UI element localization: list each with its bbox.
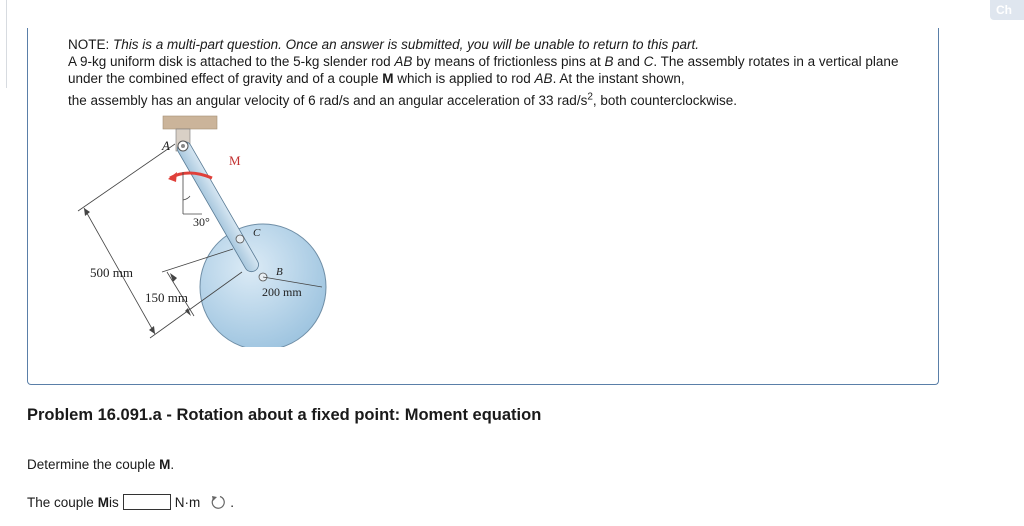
statement-text: A 9-kg uniform disk is attached to the 5-kg slender rod [68, 54, 395, 69]
statement-text: . At the instant shown, [552, 71, 685, 86]
pin-c [236, 235, 244, 243]
statement-text: . The assembly rotates in a vertical plane under the combined effect of gravity and of a couple [68, 54, 899, 86]
pin-c: C [643, 54, 654, 69]
label-500mm: 500 mm [90, 265, 133, 280]
note-prefix: NOTE: [68, 37, 114, 52]
answer-bold: M [97, 494, 110, 510]
couple-arrowhead [168, 172, 177, 182]
question-suffix: . [170, 457, 175, 472]
pin-a-center [181, 144, 185, 148]
label-c: C [253, 227, 261, 239]
label-200mm: 200 mm [262, 285, 302, 299]
ceiling-support [163, 116, 217, 129]
statement-text: by means of frictionless pins at [412, 54, 605, 69]
left-panel-edge [0, 0, 7, 88]
corner-button[interactable]: Ch [990, 0, 1024, 20]
answer-period: . [230, 494, 235, 510]
note-italic: This is a multi-part question. Once an answer is submitted, you will be unable to return to this part. [113, 37, 700, 52]
question-prefix: Determine the couple [27, 457, 160, 472]
angle-arc [183, 196, 190, 200]
dim-500-arrow [84, 208, 90, 216]
label-angle: 30° [193, 215, 210, 229]
answer-unit: N·m [174, 494, 201, 510]
note-text [68, 36, 928, 109]
answer-row [27, 494, 234, 510]
problem-title: Problem 16.091.a - Rotation about a fixed point: Moment equation [27, 406, 542, 424]
problem-statement-end [68, 92, 928, 109]
rod-ab: AB [394, 54, 413, 69]
statement-text: , both counterclockwise. [592, 93, 737, 108]
couple-m: M [382, 71, 394, 86]
problem-statement [68, 53, 928, 87]
label-150mm: 150 mm [145, 290, 188, 305]
answer-is: is [109, 494, 119, 510]
dim-500-ext1 [78, 144, 175, 211]
counterclockwise-icon[interactable] [210, 494, 226, 510]
answer-prefix: The couple [27, 494, 94, 510]
label-m: M [229, 153, 241, 168]
statement-text: which is applied to rod [393, 71, 535, 86]
dim-150-arrow [170, 273, 177, 282]
exponent: 2 [587, 91, 593, 103]
question-bold: M [159, 457, 171, 472]
mechanism-figure [70, 112, 340, 347]
statement-text: and [613, 54, 644, 69]
dim-500-arrow [149, 326, 155, 334]
pin-b: B [604, 54, 614, 69]
label-b: B [276, 266, 283, 278]
note-line [68, 36, 928, 53]
label-a: A [162, 138, 170, 153]
statement-text: the assembly has an angular velocity of 6 rad/s and an angular acceleration of 33 rad/s [68, 93, 588, 108]
couple-answer-input[interactable] [123, 494, 171, 510]
question-text [27, 457, 174, 472]
rod-ab: AB [534, 71, 553, 86]
